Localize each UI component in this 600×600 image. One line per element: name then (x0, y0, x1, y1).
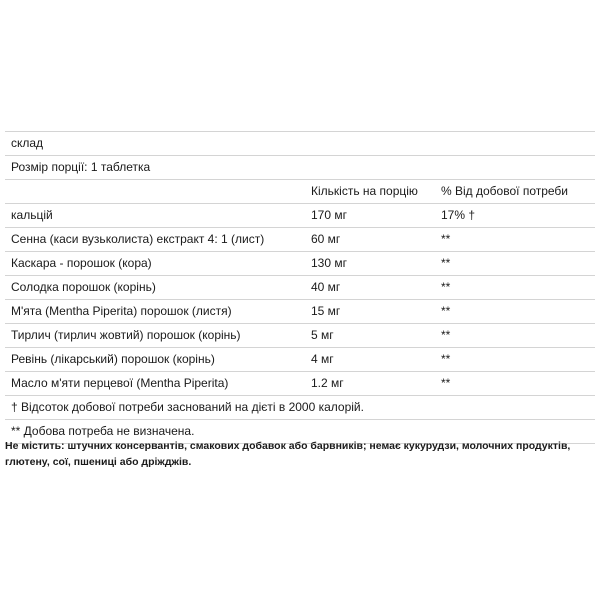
ingredient-amount: 170 мг (311, 208, 347, 222)
table-row (5, 276, 595, 300)
ingredient-dv: ** (441, 232, 451, 246)
footnote-row (5, 396, 595, 420)
table-row (5, 324, 595, 348)
table-row (5, 228, 595, 252)
table-title: склад (11, 136, 44, 150)
title-row (5, 132, 595, 156)
ingredient-dv: ** (441, 280, 451, 294)
table-row (5, 204, 595, 228)
ingredient-dv: ** (441, 256, 451, 270)
allergen-disclaimer: Не містить: штучних консервантів, смакових добавок або барвників; немає кукурудзи, молочних продуктів, глютену, сої, пшениці або дріжджів. (5, 440, 571, 468)
ingredient-name: Каскара - порошок (кора) (11, 256, 152, 270)
table-row (5, 300, 595, 324)
ingredient-name: Ревінь (лікарський) порошок (корінь) (11, 352, 215, 366)
ingredient-name: кальцій (11, 208, 53, 222)
ingredient-dv: ** (441, 328, 451, 342)
ingredient-amount: 130 мг (311, 256, 347, 270)
ingredient-amount: 60 мг (311, 232, 341, 246)
ingredient-dv: 17% † (441, 208, 476, 222)
ingredient-dv: ** (441, 352, 451, 366)
ingredient-name: Сенна (каси вузьколиста) екстракт 4: 1 (лист) (11, 232, 265, 246)
ingredient-amount: 5 мг (311, 328, 334, 342)
supplement-facts-table (5, 131, 595, 444)
table-row (5, 252, 595, 276)
ingredient-name: Масло м'яти перцевої (Mentha Piperita) (11, 376, 229, 390)
footnote-dv-basis: † Відсоток добової потреби заснований на дієті в 2000 калорій. (11, 400, 364, 414)
ingredient-amount: 1.2 мг (311, 376, 344, 390)
table-row (5, 372, 595, 396)
ingredient-name: М'ята (Mentha Piperita) порошок (листя) (11, 304, 232, 318)
ingredient-name: Тирлич (тирлич жовтий) порошок (корінь) (11, 328, 241, 342)
ingredient-amount: 15 мг (311, 304, 341, 318)
ingredient-dv: ** (441, 304, 451, 318)
serving-size-row (5, 156, 595, 180)
ingredient-amount: 4 мг (311, 352, 334, 366)
ingredient-name: Солодка порошок (корінь) (11, 280, 156, 294)
header-row (5, 180, 595, 204)
footnote-dv-undetermined: ** Добова потреба не визначена. (11, 424, 195, 438)
dv-header: % Від добової потреби (441, 184, 569, 198)
serving-size: Розмір порції: 1 таблетка (11, 160, 151, 174)
ingredient-dv: ** (441, 376, 451, 390)
ingredient-amount: 40 мг (311, 280, 341, 294)
amount-header: Кількість на порцію (311, 184, 418, 198)
table-row (5, 348, 595, 372)
